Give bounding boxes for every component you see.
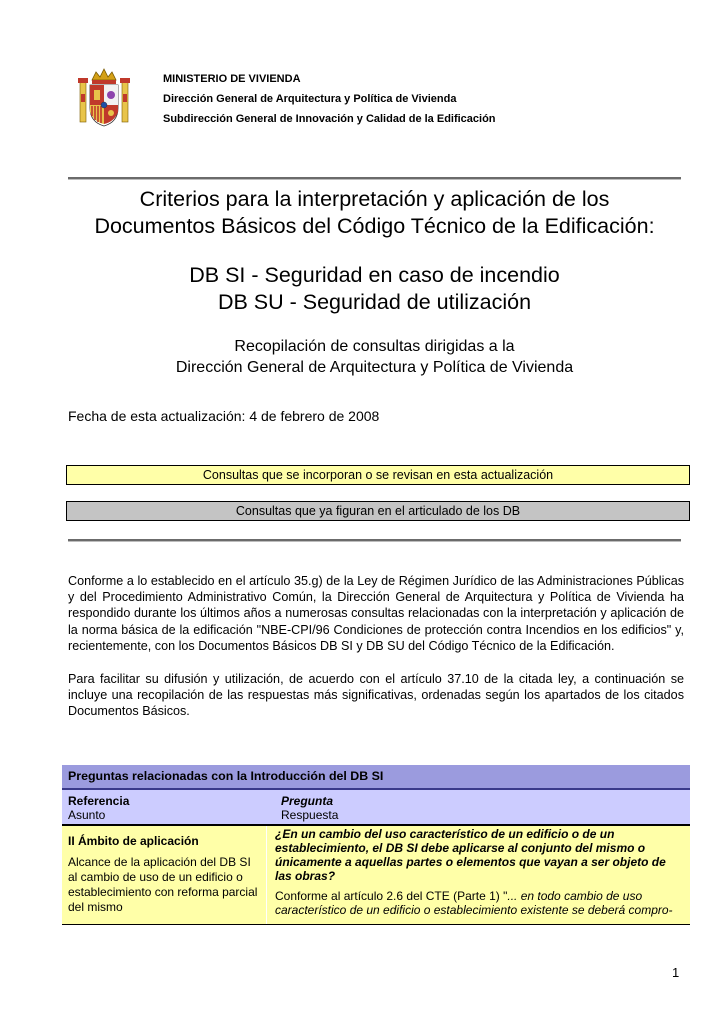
spain-coat-of-arms-icon: [78, 66, 130, 130]
legend-new-queries: Consultas que se incorporan o se revisan en esta actualización: [66, 465, 690, 485]
row-answer-quote: ... en todo cambio de uso característico de un edificio o establecimiento existente se deberá compro-: [275, 889, 673, 917]
ministry-header: [163, 69, 496, 129]
row-reference-cell: [62, 826, 267, 924]
reference-label: Referencia: [68, 794, 130, 808]
direction-name: Dirección General de Arquitectura y Política de Vivienda: [163, 93, 457, 105]
subtitle-line-2: Dirección General de Arquitectura y Política de Vivienda: [175, 359, 574, 376]
document-title: [68, 186, 681, 316]
table-row: [62, 824, 690, 925]
answer-label: Respuesta: [281, 808, 339, 822]
document-subtitle: [68, 336, 681, 378]
title-line-2: Documentos Básicos del Código Técnico de la Edificación:: [94, 214, 655, 238]
title-line-4: DB SU - Seguridad de utilización: [217, 290, 532, 314]
page-number: 1: [672, 965, 680, 980]
queries-table: [62, 765, 690, 925]
table-column-headers: [62, 790, 690, 824]
intro-paragraph-1: Conforme a lo establecido en el artículo 35.g) de la Ley de Régimen Jurídico de las Administraciones Públicas y del Procedimiento Administrativo Común, la Dirección General de Arquitectura y Política de Vivienda ha respondido durante los últimos años a numerosas consultas relacionadas con la interpretación y aplicación de la norma básica de la edificación "NBE-CPI/96 Condiciones de protección contra Incendios en los edificios" y, recientemente, con los Documentos Básicos DB SI y DB SU del Código Técnico de la Edificación.: [68, 574, 684, 653]
row-question-cell: [267, 826, 690, 924]
legend-existing-queries: Consultas que ya figuran en el articulado de los DB: [66, 501, 690, 521]
subtitle-line-1: Recopilación de consultas dirigidas a la: [234, 338, 515, 355]
intro-paragraph-2: Para facilitar su difusión y utilización, de acuerdo con el artículo 37.10 de la citada ley, a continuación se incluye una recopilación de las respuestas más significativas, ordenadas según los apartados de los citados Documentos Básicos.: [68, 672, 684, 719]
row-reference: II Ámbito de aplicación: [68, 834, 199, 848]
row-subject: Alcance de la aplicación del DB SI al cambio de uso de un edificio o establecimiento con reforma parcial del mismo: [68, 855, 258, 914]
row-answer-lead: Conforme al artículo 2.6 del CTE (Parte 1) ": [275, 889, 508, 903]
reference-column-header: [62, 790, 273, 824]
ministry-name: MINISTERIO DE VIVIENDA: [163, 73, 301, 85]
subject-label: Asunto: [68, 808, 106, 822]
question-column-header: [273, 790, 690, 824]
row-question: ¿En un cambio del uso característico de un edificio o de un establecimiento, el DB SI debe aplicarse al conjunto del mismo o únicamente a aquellas partes o elementos que vayan a ser objeto de las obras?: [275, 827, 666, 883]
subdirection-name: Subdirección General de Innovación y Calidad de la Edificación: [163, 113, 496, 125]
title-line-1: Criterios para la interpretación y aplicación de los: [139, 187, 610, 211]
top-divider: [68, 177, 681, 180]
middle-divider: [68, 539, 681, 542]
title-line-3: DB SI - Seguridad en caso de incendio: [189, 263, 560, 287]
question-label: Pregunta: [281, 794, 334, 808]
row-answer: [275, 889, 684, 917]
table-title: Preguntas relacionadas con la Introducción del DB SI: [62, 765, 690, 790]
update-date: Fecha de esta actualización: 4 de febrero de 2008: [68, 408, 380, 424]
